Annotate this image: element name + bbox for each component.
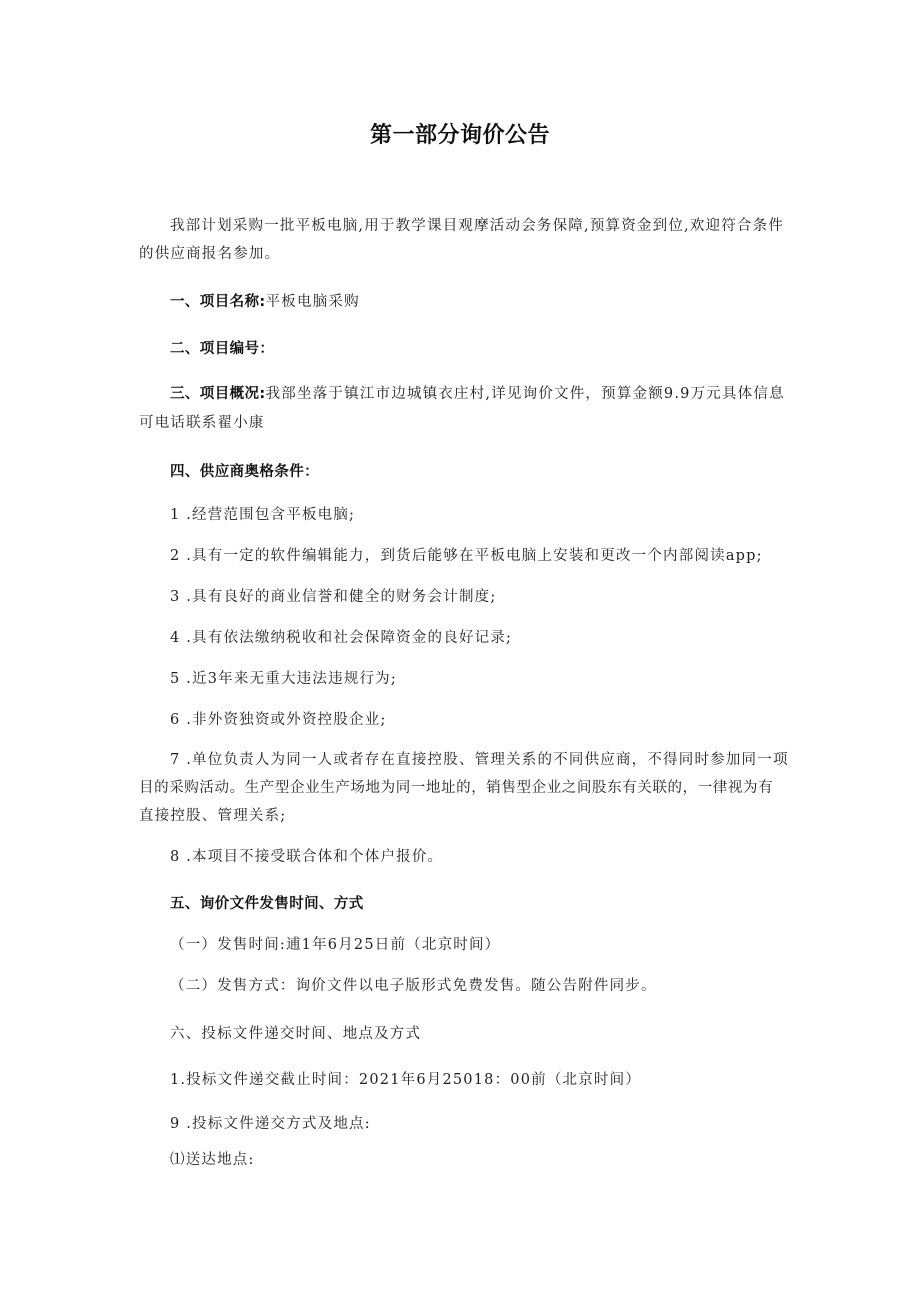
section-label: 一、项目名称: [170,294,266,310]
list-item: 4 .具有依法缴纳税收和社会保障资金的良好记录; [170,630,513,646]
list-item: 8 .本项目不接受联合体和个体户报价。 [170,849,444,865]
section-overview-line-1 [170,380,784,408]
section-label: 三、项目概况: [170,386,266,402]
section-submission: 六、投标文件递交时间、地点及方式 [170,1026,422,1042]
list-item-7-line-3: 直接控股、管理关系; [139,808,287,824]
section-project-name [170,288,784,316]
page-title: 第一部分询价公告 [369,123,550,148]
list-item: 2 .具有一定的软件编辑能力，到货后能够在平板电脑上安装和更改一个内部阅读app; [170,548,763,564]
section-supplier-qualification: 四、供应商奥格条件： [170,464,319,480]
section-project-number: 二、项目编号： [170,341,275,357]
intro-line-1: 我部计划采购一批平板电脑,用于教学课目观摩活动会务保障,预算资金到位,欢迎符合条件 [170,218,785,234]
list-item: 6 .非外资独资或外资控股企业; [170,712,387,728]
list-item-7-line-2: 目的采购活动。生产型企业生产场地为同一地址的，销售型企业之间股东有关联的，一律视为有 [139,780,774,796]
list-item: 5 .近3年来无重大违法违规行为; [170,671,397,687]
section-overview-line-2: 可电话联系翟小康 [139,415,265,431]
delivery-location-line: ⑴送达地点: [170,1152,255,1168]
intro-line-2: 的供应商报名参加。 [139,246,281,262]
list-item-7-line-1: 7 .单位负责人为同一人或者存在直接控股、管理关系的不同供应商，不得同时参加同一项 [170,752,789,768]
sale-method-line: （二）发售方式：询价文件以电子版形式免费发售。随公告附件同步。 [170,978,657,994]
submission-method-line: 9 .投标文件递交方式及地点: [170,1116,371,1132]
section-value: 平板电脑采购 [265,294,360,310]
section-sale-time: 五、询价文件发售时间、方式 [170,896,364,912]
list-item: 1 .经营范围包含平板电脑; [170,507,356,523]
submission-deadline-line: 1.投标文件递交截止时间：2021年6月25018：00前（北京时间） [170,1072,642,1088]
section-value: 我部坐落于镇江市边城镇衣庄村,详见询价文件，预算金额9.9万元具体信息 [265,386,785,402]
list-item: 3 .具有良好的商业信誉和健全的财务会计制度; [170,589,497,605]
sale-time-line: （一）发售时间:逋1年6月25日前（北京时间） [170,937,501,953]
